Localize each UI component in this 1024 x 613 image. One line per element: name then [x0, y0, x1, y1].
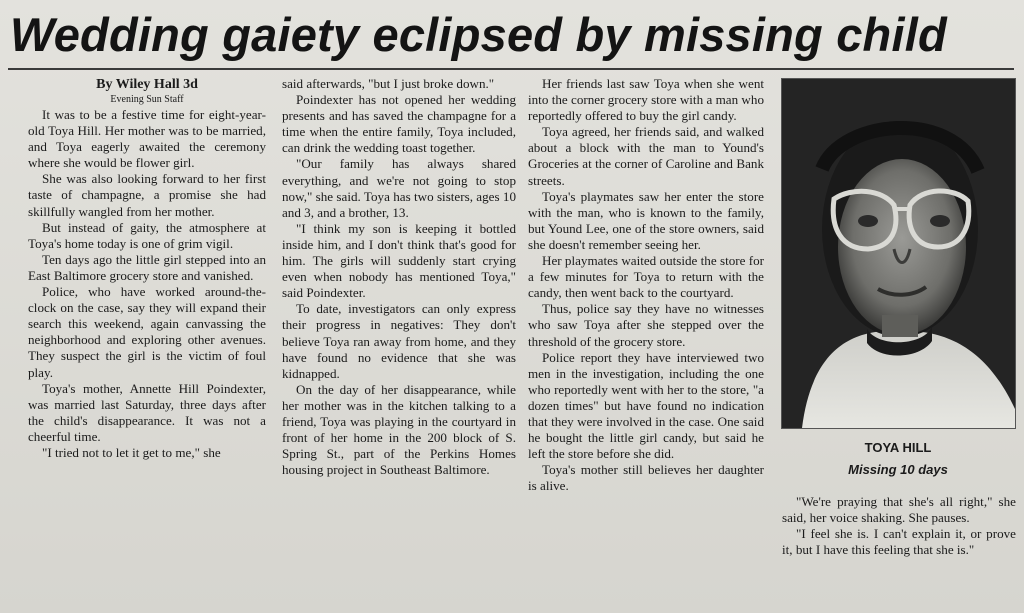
paragraph: Ten days ago the little girl stepped into an East Baltimore grocery store and vanished. [28, 251, 266, 283]
column-3 [528, 76, 764, 494]
byline: By Wiley Hall 3d [96, 77, 198, 92]
paragraph: On the day of her disappearance, while her mother was in the kitchen talking to a friend, Toya was playing in the courtyard in front of her home in the 200 block of S. Spring St., part of the Perkins Homes housing project in Southeast Baltimore. [282, 381, 516, 478]
paragraph: "We're praying that she's all right," she said, her voice shaking. She pauses. [782, 494, 1016, 526]
paragraph: Police report they have interviewed two men in the investigation, including the one who reportedly went with her to the store, "a dozen times" but have found no indication that they were involved in the case. One said he bought the little girl candy, but said he left the store before she did. [528, 349, 764, 462]
paragraph: "I tried not to let it get to me," she [42, 444, 221, 460]
portrait-image [782, 79, 1015, 428]
photo-caption-name: TOYA HILL [864, 440, 932, 455]
paragraph: Toya's playmates saw her enter the store with the man, who is known to the family, but Yound Lee, one of the store owners, said she doesn't remember seeing her. [528, 188, 764, 252]
paragraph: It was to be a festive time for eight-year-old Toya Hill. Her mother was to be married, and Toya eagerly awaited the ceremony where she would be flower girl. [28, 107, 266, 171]
photo-caption-subtitle: Missing 10 days [848, 462, 948, 477]
paragraph: said afterwards, "but I just broke down." [282, 76, 495, 91]
paragraph: Toya's mother still believes her daughter is alive. [528, 462, 764, 494]
paragraph: "I feel she is. I can't explain it, or prove it, but I have this feeling that she is." [782, 526, 1016, 558]
paragraph: "I think my son is keeping it bottled inside him, and I don't think that's good for him. The girls will suddenly start crying even when nobody has mentioned Toya," said Poindexter. [282, 220, 516, 301]
paragraph: Her friends last saw Toya when she went into the corner grocery store with a man who reportedly offered to buy the girl candy. [528, 76, 764, 124]
paragraph: "Our family has always shared everything, and we're not going to stop now," she said. Toya has two sisters, ages 10 and 3, and a brother, 13. [282, 156, 516, 220]
paragraph: Her playmates waited outside the store for a few minutes for Toya to return with the candy, then went back to the courtyard. [528, 253, 764, 301]
paragraph: Toya agreed, her friends said, and walked about a block with the man to Yound's Groceries at the corner of Caroline and Bank streets. [528, 124, 764, 188]
paragraph: She was also looking forward to her first taste of champagne, a promise she had skillfully wangled from her mother. [28, 171, 266, 219]
column-4 [782, 494, 1016, 558]
paragraph: Poindexter has not opened her wedding presents and has saved the champagne for a time when the entire family, Toya included, can drink the wedding toast together. [282, 92, 516, 156]
headline-rule [8, 68, 1014, 70]
paragraph: To date, investigators can only express their progress in negatives: They don't believe Toya ran away from home, and they have found no evidence that she was kidnapped. [282, 301, 516, 381]
staff-line: Evening Sun Staff [110, 94, 184, 105]
column-2 [282, 76, 516, 478]
paragraph: Thus, police say they have no witnesses who saw Toya after she stepped over the threshold of the grocery store. [528, 301, 764, 349]
paragraph: Police, who have worked around-the-clock on the case, say they will expand their search this weekend, again canvassing the neighborhood and exploring other avenues. They suspect the girl is the victim of foul play. [28, 284, 266, 380]
paragraph: But instead of gaity, the atmosphere at Toya's home today is one of grim vigil. [28, 219, 266, 251]
paragraph: Toya's mother, Annette Hill Poindexter, was married last Saturday, three days after the child's disappearance. It was not a cheerful time. [28, 380, 266, 444]
headline: Wedding gaiety eclipsed by missing child [10, 8, 947, 61]
column-1 [28, 76, 266, 461]
portrait-photo [781, 78, 1016, 429]
